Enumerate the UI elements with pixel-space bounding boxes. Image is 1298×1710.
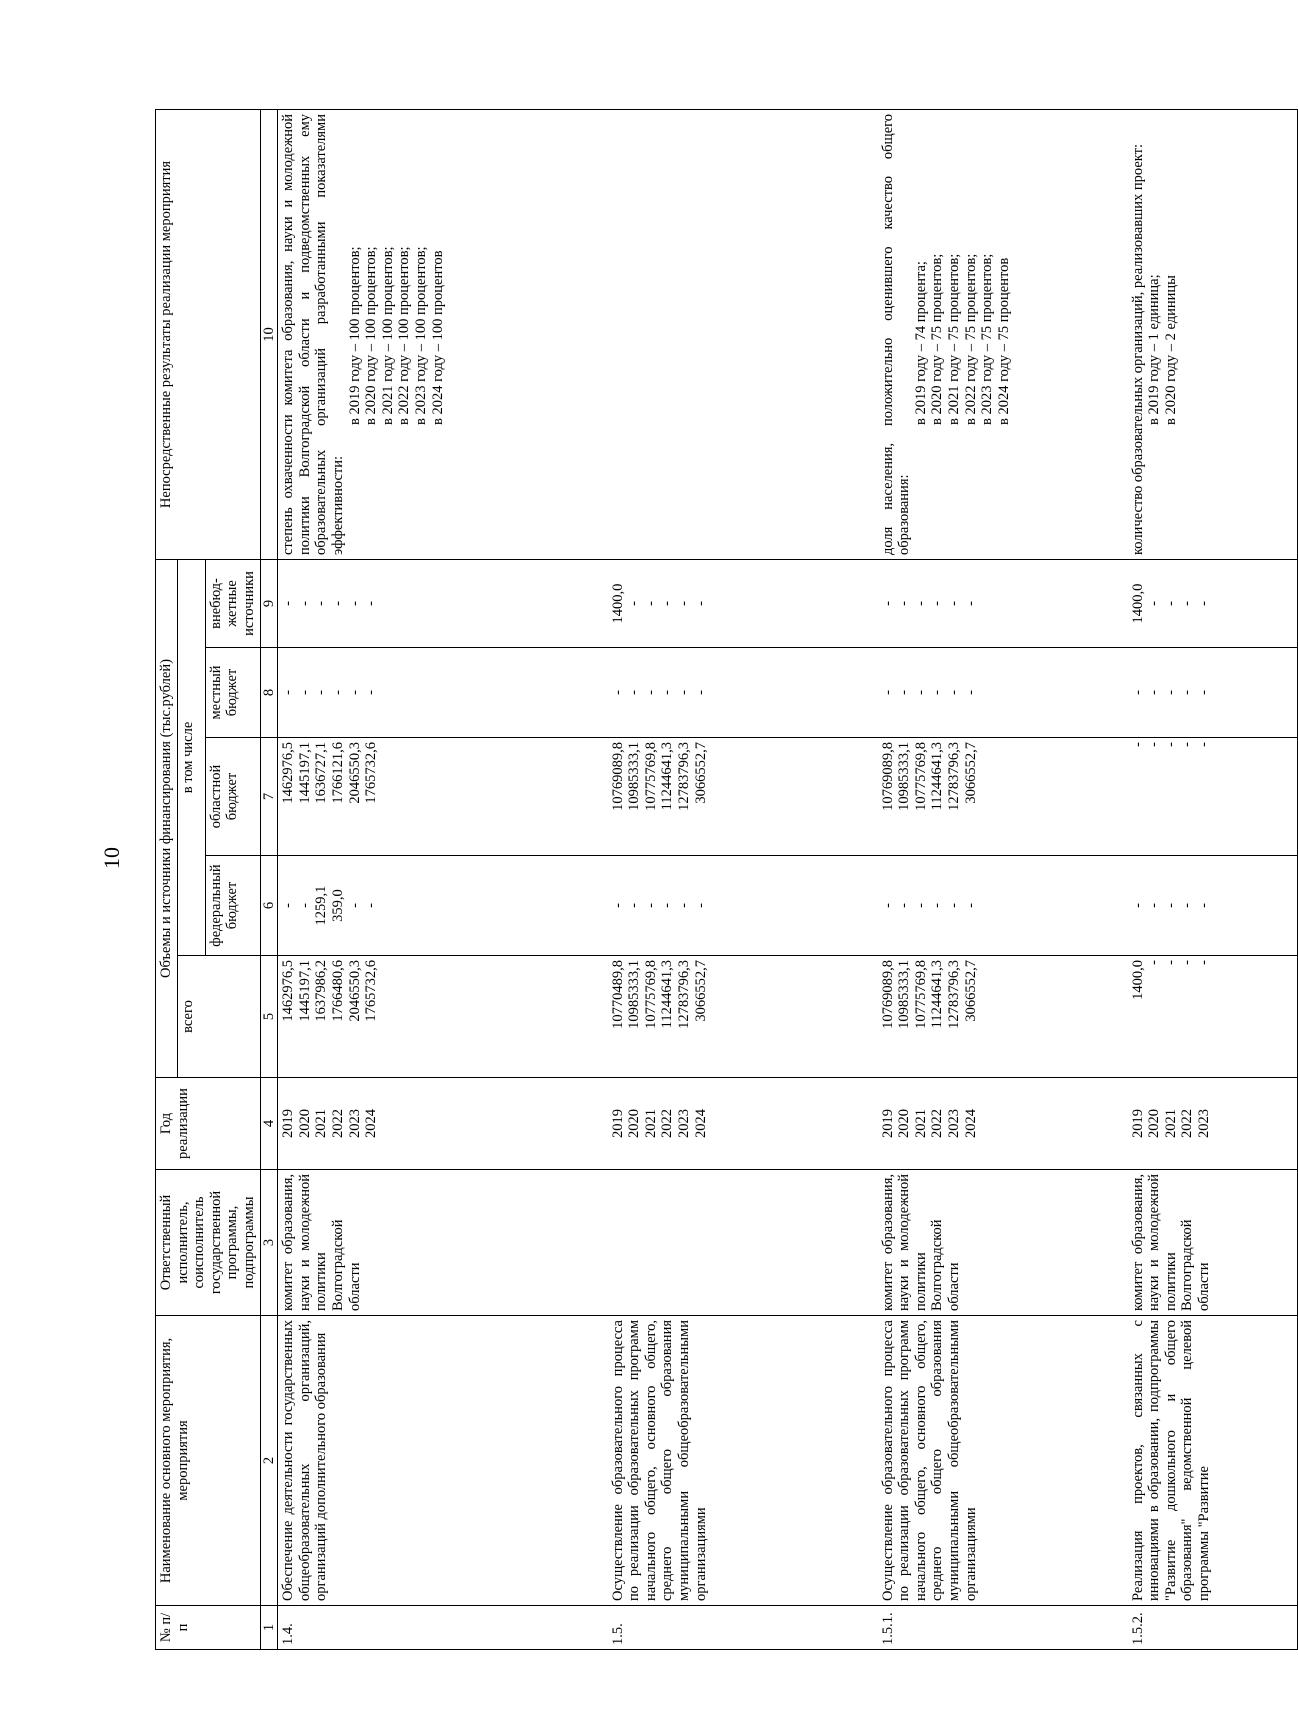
- header-name: Наименование основного мероприятия, мероприятия: [156, 1316, 261, 1606]
- funding-total: [278, 956, 608, 1078]
- funding-federal-value: -: [626, 903, 643, 908]
- funding-regional-value: 10769089,8: [609, 742, 626, 811]
- column-number: 1: [260, 1606, 278, 1650]
- funding-federal-value: -: [912, 903, 929, 908]
- program-activities-table: [155, 109, 1298, 1650]
- funding-total-value: 10775769,8: [642, 960, 659, 1029]
- header-including: в том числе: [177, 560, 205, 956]
- header-results: Непосредственные результаты реализации мероприятия: [156, 110, 261, 560]
- column-number: 10: [260, 110, 278, 560]
- implementation-year-value: 2021: [1162, 1109, 1179, 1138]
- header-num: № п/п: [156, 1606, 261, 1650]
- implementation-year-value: 2022: [1179, 1109, 1196, 1138]
- header-total: всего: [177, 956, 260, 1078]
- direct-results: [878, 110, 1128, 560]
- funding-regional-value: 10775769,8: [912, 742, 929, 811]
- funding-total-value: 1637986,2: [313, 960, 330, 1022]
- funding-total: [1128, 956, 1298, 1078]
- row-number: 1.5.: [608, 1606, 878, 1650]
- funding-regional-value: -: [1196, 742, 1213, 747]
- result-indicator: в 2022 году – 75 процентов;: [962, 253, 979, 425]
- result-indicator: в 2019 году – 74 процента;: [912, 261, 929, 425]
- funding-local-value: -: [879, 690, 896, 695]
- funding-local-value: -: [329, 690, 346, 695]
- funding-local-value: -: [626, 690, 643, 695]
- funding-regional-value: 1766121,6: [329, 742, 346, 804]
- table-row: [878, 110, 1128, 1650]
- implementation-year-value: 2023: [1196, 1109, 1213, 1138]
- funding-total-value: -: [1146, 960, 1163, 965]
- funding-federal-value: 1259,1: [313, 885, 330, 926]
- funding-local-value: -: [896, 690, 913, 695]
- funding-federal-value: -: [692, 903, 709, 908]
- funding-extrabudgetary-value: -: [1162, 601, 1179, 606]
- funding-local-value: -: [1196, 690, 1213, 695]
- funding-total-value: 11244641,3: [929, 960, 946, 1029]
- funding-extrabudgetary-value: -: [1196, 601, 1213, 606]
- funding-local-value: -: [296, 690, 313, 695]
- funding-federal-value: -: [363, 903, 380, 908]
- responsible-executor: комитет образования, науки и молодежной политики Волгоградской области: [278, 1170, 608, 1316]
- funding-regional-value: 10985333,1: [896, 742, 913, 811]
- funding-local-value: -: [1146, 690, 1163, 695]
- funding-regional: [278, 738, 608, 856]
- funding-extrabudgetary-value: -: [296, 601, 313, 606]
- result-indicator: в 2019 году – 100 процентов;: [346, 246, 363, 425]
- implementation-year-value: 2019: [280, 1109, 297, 1138]
- funding-total-value: 10985333,1: [896, 960, 913, 1029]
- funding-federal-value: -: [676, 903, 693, 908]
- header-local: местный бюджет: [205, 648, 260, 738]
- funding-extrabudgetary: [608, 560, 878, 648]
- implementation-year-value: 2024: [363, 1109, 380, 1138]
- funding-regional-value: -: [1129, 742, 1146, 747]
- result-description: доля населения, положительно оценившего качество общего образования:: [879, 114, 913, 555]
- funding-local: [278, 648, 608, 738]
- header-federal: федеральный бюджет: [205, 856, 260, 956]
- implementation-year-value: 2019: [609, 1109, 626, 1138]
- funding-total-value: 3066552,7: [962, 960, 979, 1022]
- table-body: [278, 110, 1298, 1650]
- funding-federal: [878, 856, 1128, 956]
- responsible-executor: [608, 1170, 878, 1316]
- funding-federal-value: -: [1129, 903, 1146, 908]
- implementation-year-value: 2020: [626, 1109, 643, 1138]
- funding-regional: [878, 738, 1128, 856]
- implementation-year-value: 2024: [962, 1109, 979, 1138]
- funding-total-value: 10770489,8: [609, 960, 626, 1029]
- funding-extrabudgetary: [1128, 560, 1298, 648]
- column-number: 8: [260, 648, 278, 738]
- funding-local-value: -: [692, 690, 709, 695]
- funding-regional-value: 12783796,3: [946, 742, 963, 811]
- responsible-executor: комитет образования, науки и молодежной политики Волгоградской области: [1128, 1170, 1298, 1316]
- result-indicator: в 2021 году – 100 процентов;: [379, 246, 396, 425]
- implementation-year-value: 2019: [879, 1109, 896, 1138]
- column-number: 3: [260, 1170, 278, 1316]
- funding-federal-value: -: [962, 903, 979, 908]
- funding-total-value: 10769089,8: [879, 960, 896, 1029]
- implementation-year-value: 2023: [946, 1109, 963, 1138]
- result-indicator: в 2022 году – 100 процентов;: [396, 246, 413, 425]
- implementation-year-value: 2021: [642, 1109, 659, 1138]
- result-description: количество образовательных организаций, реализовавших проект:: [1129, 143, 1146, 555]
- responsible-executor: комитет образования, науки и молодежной политики Волгоградской области: [878, 1170, 1128, 1316]
- funding-extrabudgetary: [878, 560, 1128, 648]
- funding-federal-value: -: [296, 903, 313, 908]
- row-number: 1.5.2.: [1128, 1606, 1298, 1650]
- funding-regional-value: 11244641,3: [929, 742, 946, 811]
- funding-extrabudgetary-value: -: [329, 601, 346, 606]
- column-number: 5: [260, 956, 278, 1078]
- funding-total: [608, 956, 878, 1078]
- funding-regional-value: 2046550,3: [346, 742, 363, 804]
- implementation-year: [878, 1078, 1128, 1170]
- implementation-year-value: 2024: [692, 1109, 709, 1138]
- funding-extrabudgetary-value: 1400,0: [1129, 583, 1146, 624]
- funding-local-value: -: [363, 690, 380, 695]
- funding-regional-value: 1445197,1: [296, 742, 313, 804]
- funding-extrabudgetary-value: -: [692, 601, 709, 606]
- funding-total-value: -: [1179, 960, 1196, 965]
- implementation-year-value: 2019: [1129, 1109, 1146, 1138]
- funding-total-value: -: [1196, 960, 1213, 965]
- implementation-year: [1128, 1078, 1298, 1170]
- funding-total-value: 12783796,3: [946, 960, 963, 1029]
- funding-total-value: 2046550,3: [346, 960, 363, 1022]
- implementation-year-value: 2022: [929, 1109, 946, 1138]
- funding-total-value: 1766480,6: [329, 960, 346, 1022]
- funding-federal-value: -: [609, 903, 626, 908]
- funding-regional: [1128, 738, 1298, 856]
- funding-federal-value: -: [280, 903, 297, 908]
- funding-local-value: -: [642, 690, 659, 695]
- funding-local-value: -: [1162, 690, 1179, 695]
- funding-total-value: 3066552,7: [692, 960, 709, 1022]
- result-indicator: в 2019 году – 1 единица;: [1146, 274, 1163, 425]
- column-number: 9: [260, 560, 278, 648]
- column-number: 4: [260, 1078, 278, 1170]
- program-table-sheet: [155, 110, 1213, 1650]
- funding-federal-value: -: [929, 903, 946, 908]
- result-indicator: в 2023 году – 100 процентов;: [412, 246, 429, 425]
- funding-local-value: -: [946, 690, 963, 695]
- column-number: 6: [260, 856, 278, 956]
- funding-total-value: 10985333,1: [626, 960, 643, 1029]
- funding-local-value: -: [659, 690, 676, 695]
- result-indicator: в 2020 году – 2 единицы: [1162, 275, 1179, 425]
- implementation-year-value: 2023: [346, 1109, 363, 1138]
- implementation-year-value: 2020: [896, 1109, 913, 1138]
- implementation-year-value: 2022: [659, 1109, 676, 1138]
- funding-federal-value: 359,0: [329, 889, 346, 922]
- funding-federal-value: -: [1196, 903, 1213, 908]
- result-indicator: в 2024 году – 100 процентов: [429, 250, 446, 425]
- funding-extrabudgetary-value: -: [896, 601, 913, 606]
- funding-federal-value: -: [879, 903, 896, 908]
- funding-regional: [608, 738, 878, 856]
- funding-total-value: 1765732,6: [363, 960, 380, 1022]
- funding-extrabudgetary-value: -: [879, 601, 896, 606]
- row-number: 1.5.1.: [878, 1606, 1128, 1650]
- funding-extrabudgetary-value: -: [676, 601, 693, 606]
- funding-extrabudgetary-value: -: [363, 601, 380, 606]
- table-row: [1128, 110, 1298, 1650]
- funding-local-value: -: [280, 690, 297, 695]
- funding-federal-value: -: [642, 903, 659, 908]
- funding-extrabudgetary-value: 1400,0: [609, 583, 626, 624]
- column-number: 7: [260, 738, 278, 856]
- header-extra: внебюд-жетные источники: [205, 560, 260, 648]
- funding-total-value: 1400,0: [1129, 960, 1146, 1000]
- header-regional: областной бюджет: [205, 738, 260, 856]
- funding-federal-value: -: [896, 903, 913, 908]
- result-indicator: в 2023 году – 75 процентов;: [979, 253, 996, 425]
- funding-federal-value: -: [1179, 903, 1196, 908]
- funding-federal-value: -: [946, 903, 963, 908]
- funding-federal: [608, 856, 878, 956]
- implementation-year-value: 2023: [676, 1109, 693, 1138]
- funding-regional-value: -: [1146, 742, 1163, 747]
- implementation-year-value: 2020: [1146, 1109, 1163, 1138]
- funding-federal-value: -: [659, 903, 676, 908]
- funding-extrabudgetary-value: -: [912, 601, 929, 606]
- funding-extrabudgetary-value: -: [962, 601, 979, 606]
- funding-regional-value: 12783796,3: [676, 742, 693, 811]
- funding-extrabudgetary-value: -: [642, 601, 659, 606]
- funding-local: [1128, 648, 1298, 738]
- table-row: [608, 110, 878, 1650]
- funding-extrabudgetary-value: -: [659, 601, 676, 606]
- funding-total: [878, 956, 1128, 1078]
- funding-local-value: -: [346, 690, 363, 695]
- table-row: [278, 110, 608, 1650]
- funding-regional-value: 1765732,6: [363, 742, 380, 804]
- funding-extrabudgetary-value: -: [1179, 601, 1196, 606]
- result-description: степень охваченности комитета образования, науки и молодежной политики Волгоградской области и подведомственных ему образовательных организаций разработанными показателями эффективности:: [280, 114, 346, 555]
- funding-local-value: -: [1179, 690, 1196, 695]
- funding-extrabudgetary-value: -: [946, 601, 963, 606]
- funding-extrabudgetary-value: -: [346, 601, 363, 606]
- funding-extrabudgetary-value: -: [929, 601, 946, 606]
- direct-results: [1128, 110, 1298, 560]
- funding-extrabudgetary-value: -: [626, 601, 643, 606]
- funding-local-value: -: [1129, 690, 1146, 695]
- funding-regional-value: 3066552,7: [962, 742, 979, 804]
- direct-results: [608, 110, 878, 560]
- funding-total-value: -: [1162, 960, 1179, 965]
- result-indicator: в 2021 году – 75 процентов;: [946, 253, 963, 425]
- header-funding-group: Объемы и источники финансирования (тыс.рублей): [156, 560, 178, 1078]
- funding-extrabudgetary-value: -: [280, 601, 297, 606]
- funding-regional-value: 1462976,5: [280, 742, 297, 804]
- funding-total-value: 1462976,5: [280, 960, 297, 1022]
- direct-results: [278, 110, 608, 560]
- funding-regional-value: 10769089,8: [879, 742, 896, 811]
- result-indicator: в 2020 году – 100 процентов;: [363, 246, 380, 425]
- activity-name: Осуществление образовательного процесса по реализации образовательных программ начального общего, основного общего, среднего общего образования муниципальными общеобразовательными организациями: [608, 1316, 878, 1606]
- funding-local: [608, 648, 878, 738]
- header-executor: Ответственный исполнитель, соисполнитель государственной программы, подпрограммы: [156, 1170, 261, 1316]
- activity-name: Реализация проектов, связанных с инновациями в образовании, подпрограммы "Развитие дошкольного и общего образования" ведомственной целевой программы "Развитие: [1128, 1316, 1298, 1606]
- funding-regional-value: 10985333,1: [626, 742, 643, 811]
- implementation-year: [608, 1078, 878, 1170]
- implementation-year-value: 2021: [912, 1109, 929, 1138]
- funding-local-value: -: [912, 690, 929, 695]
- result-indicator: в 2024 году – 75 процентов: [995, 257, 1012, 425]
- funding-local-value: -: [962, 690, 979, 695]
- funding-total-value: 1445197,1: [296, 960, 313, 1022]
- column-number: 2: [260, 1316, 278, 1606]
- implementation-year-value: 2020: [296, 1109, 313, 1138]
- funding-federal: [278, 856, 608, 956]
- funding-extrabudgetary: [278, 560, 608, 648]
- funding-federal-value: -: [1146, 903, 1163, 908]
- funding-federal-value: -: [346, 903, 363, 908]
- activity-name: Обеспечение деятельности государственных общеобразовательных организаций, организаций дополнительного образования: [278, 1316, 608, 1606]
- row-number: 1.4.: [278, 1606, 608, 1650]
- funding-regional-value: -: [1162, 742, 1179, 747]
- header-year: Год реализации: [156, 1078, 261, 1170]
- funding-local: [878, 648, 1128, 738]
- funding-local-value: -: [609, 690, 626, 695]
- funding-extrabudgetary-value: -: [1146, 601, 1163, 606]
- result-indicator: в 2020 году – 75 процентов;: [929, 253, 946, 425]
- funding-regional-value: 1636727,1: [313, 742, 330, 804]
- funding-total-value: 12783796,3: [676, 960, 693, 1029]
- funding-regional-value: 10775769,8: [642, 742, 659, 811]
- funding-regional-value: 11244641,3: [659, 742, 676, 811]
- implementation-year: [278, 1078, 608, 1170]
- funding-local-value: -: [676, 690, 693, 695]
- implementation-year-value: 2021: [313, 1109, 330, 1138]
- funding-federal-value: -: [1162, 903, 1179, 908]
- funding-local-value: -: [929, 690, 946, 695]
- funding-regional-value: 3066552,7: [692, 742, 709, 804]
- implementation-year-value: 2022: [329, 1109, 346, 1138]
- funding-total-value: 11244641,3: [659, 960, 676, 1029]
- funding-extrabudgetary-value: -: [313, 601, 330, 606]
- funding-total-value: 10775769,8: [912, 960, 929, 1029]
- funding-regional-value: -: [1179, 742, 1196, 747]
- activity-name: Осуществление образовательного процесса по реализации образовательных программ начального общего, основного общего, среднего общего образования муниципальными общеобразовательными организациями: [878, 1316, 1128, 1606]
- page-number: 10: [99, 847, 124, 869]
- funding-local-value: -: [313, 690, 330, 695]
- funding-federal: [1128, 856, 1298, 956]
